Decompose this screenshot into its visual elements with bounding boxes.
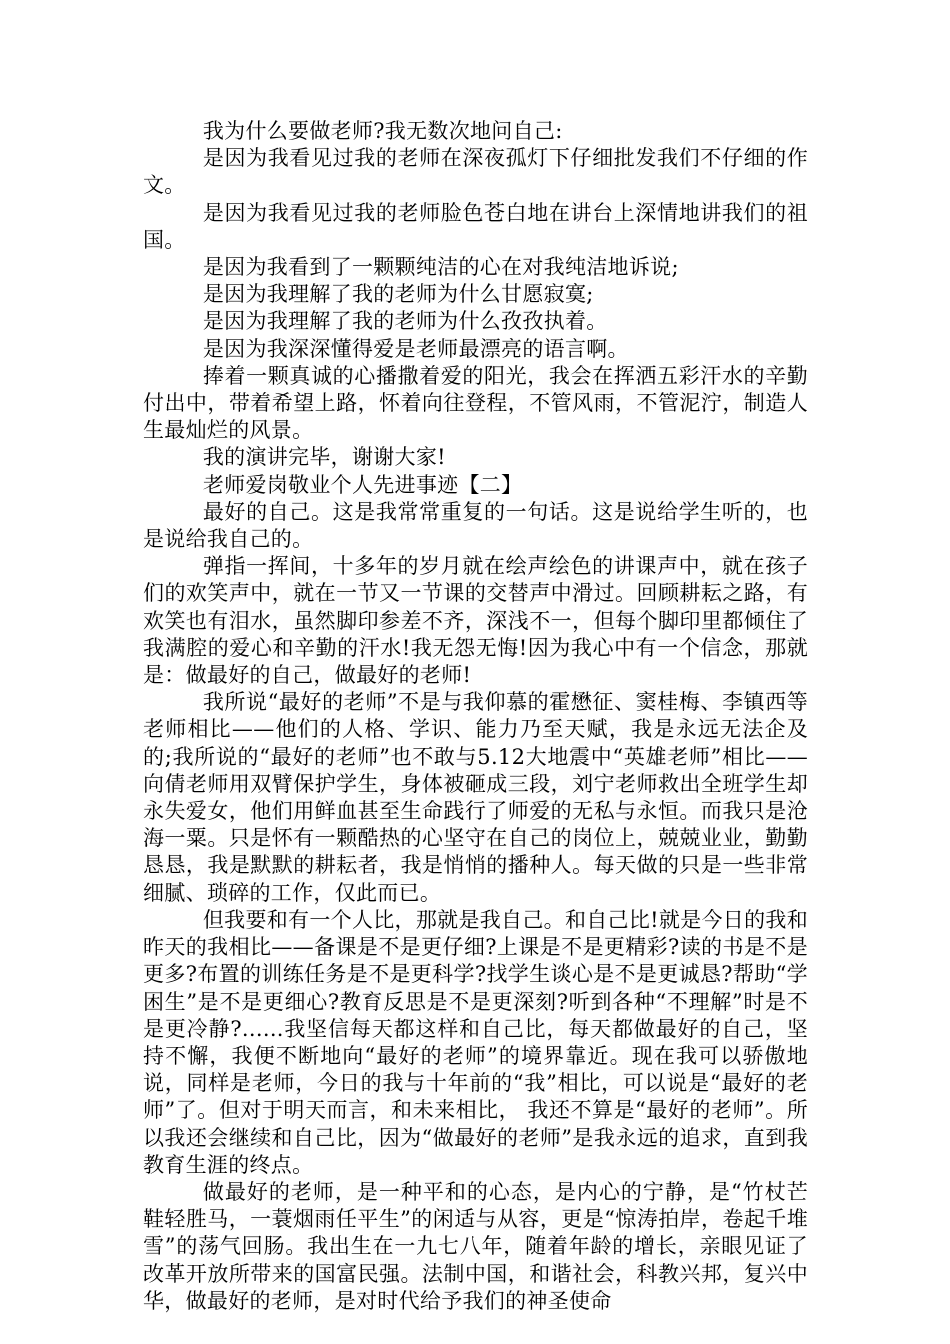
paragraph: 是因为我看到了一颗颗纯洁的心在对我纯洁地诉说; [202,255,679,280]
paragraph: 最好的自己。这是我常常重复的一句话。这是说给学生听的，也是说给我自己的。 [143,499,808,552]
paragraph: 是因为我看见过我的老师脸色苍白地在讲台上深情地讲我们的祖国。 [143,200,808,252]
paragraph: 捧着一颗真诚的心播撒着爱的阳光，我会在挥洒五彩汗水的辛勤付出中，带着希望上路，怀着向往登程，不管风雨，不管泥泞，制造人生最灿烂的风景。 [143,363,808,443]
paragraph: 做最好的老师，是一种平和的心态，是内心的宁静，是“竹杖芒鞋轻胜马，一蓑烟雨任平生”的闲适与从容，更是“惊涛拍岸，卷起千堆雪”的荡气回肠。我出生在一九七八年，随着年龄的增长，亲眼见证了改革开放所带来的国富民强。法制中国，和谐社会，科教兴邦，复兴中华，做最好的老师，是对时代给予我们的神圣使命 [143,1179,808,1313]
paragraph: 但我要和有一个人比，那就是我自己。和自己比!就是今日的我和昨天的我相比——备课是不是更仔细?上课是不是更精彩?读的书是不是更多?布置的训练任务是不是更科学?找学生谈心是不是更诚恳?帮助“学困生”是不是更细心?教育反思是不是更深刻?听到各种“不理解”时是不是更冷静?......我坚信每天都这样和自己比，每天都做最好的自己，坚持不懈，我便不断地向“最好的老师”的境界靠近。现在我可以骄傲地说，同样是老师，今日的我与十年前的“我”相比，可以说是“最好的老师”了。但对于明天而言，和未来相比， 我还不算是“最好的老师”。所以我还会继续和自己比，因为“做最好的老师”是我永远的追求，直到我教育生涯的终点。 [143,907,808,1177]
paragraph: 是因为我深深懂得爱是老师最漂亮的语言啊。 [202,336,629,361]
paragraph: 我的演讲完毕，谢谢大家! [202,445,446,470]
paragraph: 我所说“最好的老师”不是与我仰慕的霍懋征、窦桂梅、李镇西等老师相比——他们的人格、学识、能力乃至天赋，我是永远无法企及的;我所说的“最好的老师”也不敢与5.12大地震中“英雄老师”相比——向倩老师用双臂保护学生，身体被砸成三段，刘宁老师救出全班学生却永失爱女，他们用鲜血甚至生命践行了师爱的无私与永恒。而我只是沧海一粟。只是怀有一颗酷热的心坚守在自己的岗位上，兢兢业业，勤勤恳恳，我是默默的耕耘者，我是悄悄的播种人。每天做的只是一些非常细腻、琐碎的工作，仅此而已。 [143,690,808,905]
paragraph: 是因为我看见过我的老师在深夜孤灯下仔细批发我们不仔细的作文。 [143,146,808,198]
paragraph: 是因为我理解了我的老师为什么甘愿寂寞; [202,282,594,307]
document-body [143,118,808,1315]
section-heading: 老师爱岗敬业个人先进事迹【二】 [202,472,523,497]
paragraph: 是因为我理解了我的老师为什么孜孜执着。 [202,309,608,334]
paragraph: 弹指一挥间，十多年的岁月就在绘声绘色的讲课声中，就在孩子们的欢笑声中，就在一节又一节课的交替声中滑过。回顾耕耘之路，有欢笑也有泪水，虽然脚印参差不齐，深浅不一，但每个脚印里都倾住了我满腔的爱心和辛勤的汗水!我无怨无悔!因为我心中有一个信念，那就是：做最好的自己，做最好的老师! [143,554,808,688]
paragraph: 我为什么要做老师?我无数次地问自己: [202,119,563,143]
